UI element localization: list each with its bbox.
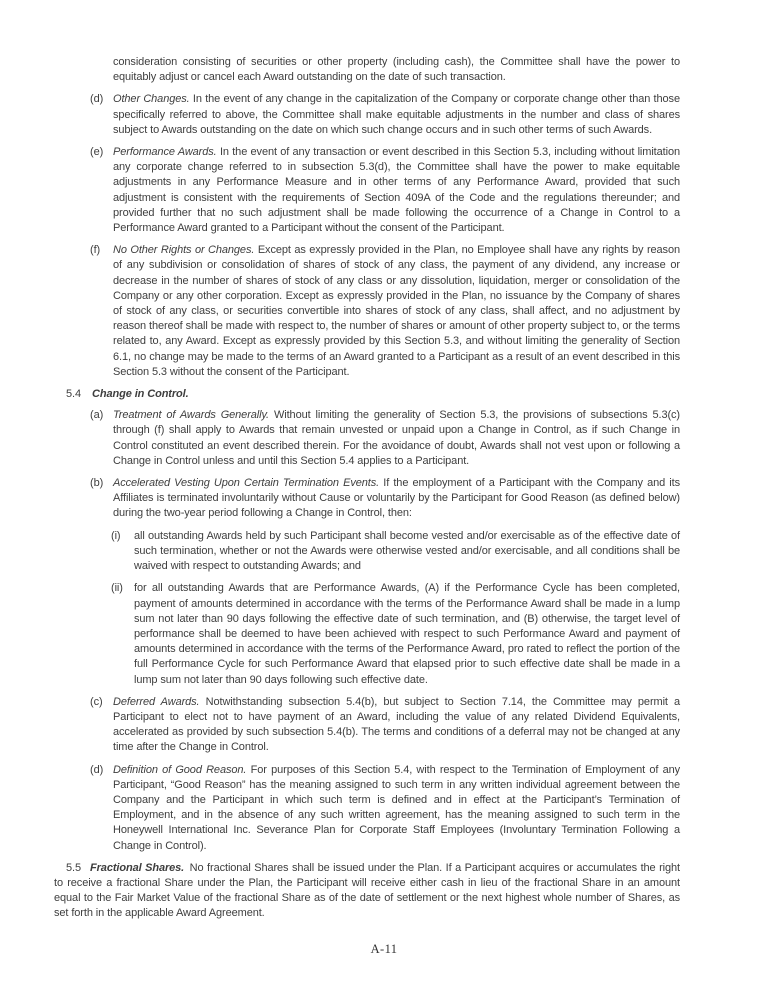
item-label: (i) — [111, 529, 121, 542]
item-label: (d) — [90, 763, 104, 776]
item-lead: Deferred Awards. — [113, 695, 200, 708]
item-text: for all outstanding Awards that are Performance Awards, (A) if the Performance Cycle has been completed, payment of amounts determined in accordance with the terms of the Performance Award shall be made in a lump sum not later than 90 days following the effective date of such termination, and (B) otherwise, the target level of performance shall be deemed to have been achieved with respect to such Performance Award and payment of amounts determined in accordance with the terms of the Performance Award, pro rated to reflect the portion of the full Performance Cycle for such Performance Award that elapsed prior to such effective date shall be made in a lump sum not later than 90 days following such effective date. — [134, 582, 680, 686]
section-number: 5.5 — [66, 861, 81, 874]
section-paragraph-5-5 — [54, 861, 680, 922]
item-lead: Treatment of Awards Generally. — [113, 409, 270, 422]
item-lead: Other Changes. — [113, 93, 190, 106]
list-item-5-4-d — [90, 763, 681, 854]
item-lead: Definition of Good Reason. — [113, 763, 247, 776]
item-text: For purposes of this Section 5.4, with respect to the Termination of Employment of any Participant, “Good Reason” has the meaning assigned to such term in any written individual agreement between the Company and the Participant in which such term is defined and in effect at the Participant’s Termination of Employment, and in the absence of any such written agreement, has the meaning assigned to such term in the Honeywell International Inc. Severance Plan for Corporate Staff Employees (Involuntary Termination Following a Change in Control). — [113, 763, 681, 852]
item-text: Except as expressly provided in the Plan, no Employee shall have any rights by reason of any subdivision or consolidation of shares of stock of any class, the payment of any dividend, any increase or decrease in the number of shares of stock of any class or any dissolution, liquidation, merger or consolidation of the Company or any other corporation. Except as expressly provided in the Plan, no issuance by the Company of shares of stock of any class, or securities convertible into shares of stock of any class, shall affect, and no adjustment by reason thereof shall be made with respect to, the number of shares or amount of other property subject to, or the terms related to, any Award. Except as expressly provided by this Section 5.3, and without limiting the generality of Section 6.1, no change may be made to the terms of an Award granted to a Participant as a result of an event described in this Section 5.3 without the consent of the Participant. — [113, 244, 680, 378]
section-number: 5.4 — [66, 388, 81, 401]
item-lead: Performance Awards. — [113, 146, 217, 159]
list-item-5-3-e — [90, 145, 680, 236]
section-title: Fractional Shares. — [90, 861, 185, 874]
item-text: If the employment of a Participant with the Company and its Affiliates is terminated involuntarily without Cause or voluntarily by the Participant for Good Reason (as defined below) during the two-year period following a Change in Control, then: — [113, 477, 680, 520]
list-item-5-4-a — [90, 408, 680, 469]
item-label: (e) — [90, 146, 104, 159]
document-content — [54, 55, 680, 929]
item-text: all outstanding Awards held by such Participant shall become vested and/or exercisable as of the effective date of such termination, whether or not the Awards were otherwise vested and/or exercisable, and all conditions shall be waived with respect to outstanding Awards; and — [134, 529, 680, 573]
continuation-text: consideration consisting of securities or other property (including cash), the Committee shall have the power to equitably adjust or cancel each Award outstanding on the date of such transaction. — [113, 56, 680, 84]
item-label: (c) — [90, 695, 103, 708]
item-label: (ii) — [111, 582, 123, 595]
list-item-5-4-c — [90, 695, 680, 756]
item-lead: Accelerated Vesting Upon Certain Termination Events. — [113, 477, 380, 490]
item-text: Notwithstanding subsection 5.4(b), but subject to Section 7.14, the Committee may permit a Participant to elect not to have payment of an Award, including the value of any related Dividend Equivalents, accelerated as provided by such subsection 5.4(b). The terms and conditions of a deferral may not be changed at any time after the Change in Control. — [113, 695, 680, 754]
item-text: Without limiting the generality of Section 5.3, the provisions of subsections 5.3(c) through (f) shall apply to Awards that remain unvested or unpaid upon a Change in Control, as if such Change in Control constituted an event described therein. For the avoidance of doubt, Awards shall not vest upon or following a Change in Control unless and until this Section 5.4 applies to a Participant. — [113, 409, 680, 467]
list-item-5-4-b — [90, 476, 680, 522]
list-item-5-3-f — [90, 243, 680, 380]
section-heading-5-4 — [54, 387, 680, 402]
item-lead: No Other Rights or Changes. — [113, 244, 255, 257]
item-label: (b) — [90, 477, 104, 490]
item-text: In the event of any transaction or event described in this Section 5.3, including without limitation any corporate change referred to in subsection 5.3(d), the Committee shall have the power to make equitable adjustments in any Performance Measure and in other terms of any Performance Award, provided that such adjustment is consistent with the requirements of Section 409A of the Code and the regulations thereunder; and provided further that no such adjustment shall be made following the occurrence of a Change in Control to a Performance Award granted to a Participant without the consent of the Participant. — [113, 146, 680, 235]
list-item-5-4-b-i — [111, 529, 680, 575]
paragraph-continuation — [113, 55, 680, 85]
item-label: (a) — [90, 409, 104, 422]
list-item-5-4-b-ii — [111, 581, 680, 687]
page-number-footer — [0, 942, 768, 957]
section-text: No fractional Shares shall be issued under the Plan. If a Participant acquires or accumulates the right to receive a fractional Share under the Plan, the Participant will receive either cash in lieu of the fractional Share in an amount equal to the Fair Market Value of the fractional Share as of the date of settlement or the next highest whole number of Shares, as set forth in the applicable Award Agreement. — [54, 861, 680, 920]
item-label: (f) — [90, 244, 101, 257]
item-label: (d) — [90, 93, 104, 106]
page-number: A-11 — [370, 942, 398, 956]
list-item-5-3-d — [90, 92, 680, 138]
section-title: Change in Control. — [92, 388, 189, 401]
item-text: In the event of any change in the capitalization of the Company or corporate change other than those specifically referred to above, the Committee shall make equitable adjustments in the number and class of shares subject to Awards outstanding on the date on which such change occurs and in such other terms of such Awards. — [113, 93, 680, 136]
